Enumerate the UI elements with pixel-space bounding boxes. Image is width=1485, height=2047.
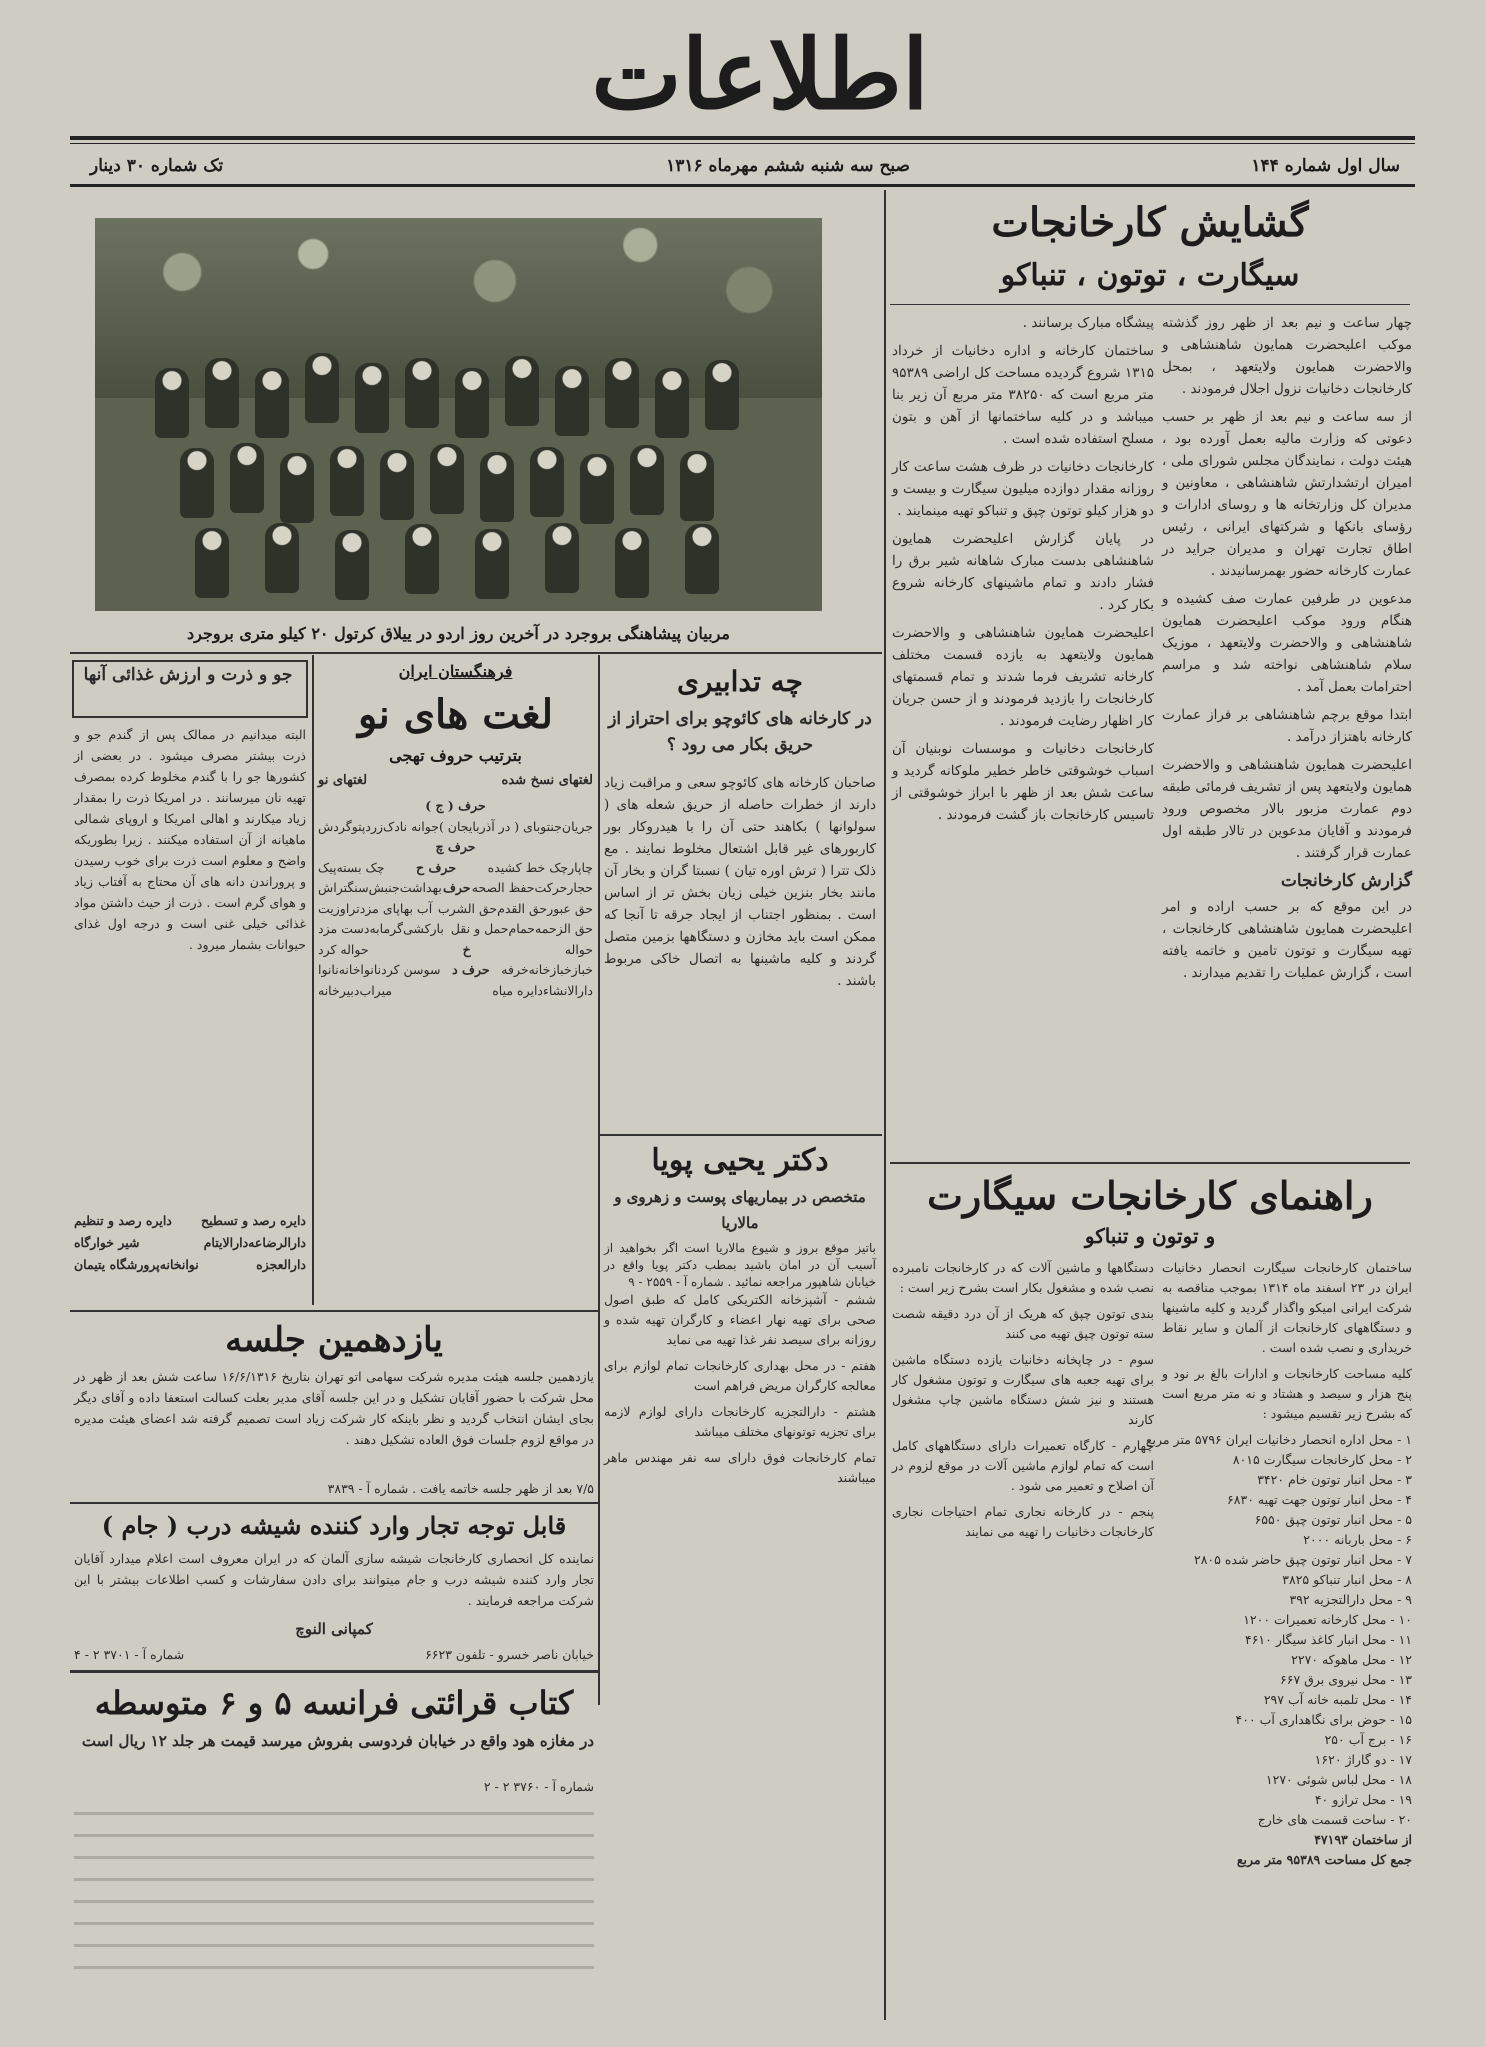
glass-company: کمپانی النوچ [295, 1620, 373, 1638]
doctor-body: باتیز موقع بروز و شیوع مالاریا است اگر بخواهید از آسیب آن در امان باشید بمطب دکتر پویا واقع در خیابان شاهپور مراجعه نمائید . شماره آ - ۲۵۵۹ - ۹ [604, 1241, 876, 1289]
words-subheadline: بترتیب حروف تهجی [389, 746, 522, 765]
photo-figure [335, 530, 369, 600]
area-row: ۱۲ - محل ماهوکه ۲۲۷۰ [1291, 1652, 1412, 1667]
area-subtotal: از ساختمان ۴۷۱۹۳ [1314, 1832, 1412, 1847]
machines-paragraph: بندی توتون چپق که هریک از آن درد دقیقه شصت سته توتون چپق تهیه می کنند [892, 1306, 1154, 1341]
photo-figure [615, 528, 649, 598]
words-section: حرف چ [435, 839, 476, 854]
new-word: گردش [318, 818, 352, 834]
lead-paragraph: ساختمان کارخانه و اداره دخانیات از خرداد ۱۳۱۵ شروع گردیده مساحت کل اراضی ۹۵۳۸۹ متر مربع است که ۳۸۲۵۰ متر مربع آن زیر بنا میباشد و در کلیه ساختمانها از آهن و بتون مسلح استفاده شده است . [892, 343, 1155, 447]
faded-text-area [74, 1812, 594, 2012]
new-word: جنبش [368, 880, 400, 895]
photo-figure [355, 363, 389, 433]
cigarette-subheadline: و توتون و تنباکو [1084, 1224, 1216, 1248]
words-section: حرف خ [442, 880, 471, 957]
new-word: نادک [383, 818, 408, 834]
old-word: حرکت [534, 880, 568, 895]
book-headline: کتاب قرائتی فرانسه ۵ و ۶ متوسطه [94, 1684, 574, 1722]
area-row: ۱۳ - محل نیروی برق ۶۶۷ [1280, 1672, 1412, 1687]
words-column-headers [318, 770, 593, 794]
column-divider-2 [598, 655, 600, 1705]
issue-price: تک شماره ۳۰ دینار [90, 156, 224, 176]
area-row: ۱۷ - دو گاراژ ۱۶۲۰ [1314, 1752, 1412, 1767]
new-word: زردپتو [351, 818, 384, 834]
new-word: شیر خوارگاه [74, 1235, 140, 1250]
new-word: سوسن کرد [381, 962, 441, 977]
machines-paragraph: پنجم - در کارخانه نجاری تمام احتیاجات نجاری کارخانجات دخانیات را تهیه می نمایند [892, 1504, 1154, 1539]
photo-figure [475, 529, 509, 599]
meeting-body: یازدهمین جلسه هیئت مدیره شرکت سهامی اتو تهران بتاریخ ۱۶/۶/۱۳۱۶ ساعت شش بعد از ظهر در محل شرکت با حضور آقایان تشکیل و در این جلسه آقای مدیر بعلت کسالت استعفا داده و آقای دیگر بجای ایشان انتخاب گردید و نظر باینکه کار شرکت زیاد است تصمیم گرفته شد اعضای هیئت مدیره در مواقع لزوم جلسات فوق العاده تشکیل دهند . [74, 1369, 594, 1447]
area-row: ۳ - محل انبار توتون خام ۳۴۲۰ [1257, 1472, 1412, 1487]
area-row: ۱۰ - محل کارخانه تعمیرات ۱۲۰۰ [1243, 1612, 1412, 1627]
old-word: دارالرضاعه [248, 1235, 306, 1250]
masthead-rule-top [70, 136, 1415, 140]
old-word: جوانه [411, 818, 439, 834]
lead-paragraph: ابتدا موقع برچم شاهنشاهی بر فراز عمارت کارخانه باهتزاز درآمد . [1162, 707, 1412, 745]
photo-figure [555, 366, 589, 436]
dateline-rule [70, 184, 1415, 187]
area-row: ۱۵ - حوض برای نگاهداری آب ۴۰۰ [1235, 1712, 1412, 1727]
glass-footer [74, 1644, 594, 1666]
book-ref: شماره آ - ۳۷۶۰ ۲ - ۲ [483, 1779, 594, 1794]
area-row: ۲۰ - ساحت قسمت های خارج [1257, 1812, 1412, 1827]
old-word: حق الشرب [437, 900, 498, 916]
photo-figure [155, 368, 189, 438]
new-word: نوانخانه [159, 1257, 199, 1272]
section-rule [890, 1162, 1410, 1164]
lead-paragraph: اعلیحضرت همایون شاهنشاهی و والاحضرت همایون ولایتعهد پس از تشریف فرمائی طبقه دوم عمارت مزبور بالار مخصوص ورود فرمودند و آقایان مدعوین در تالار طبقه اول عمارت قرار گرفتند . [1162, 757, 1412, 861]
sidebar-headline: جو و ذرت و ارزش غذائی آنها [83, 665, 293, 685]
photo-figure [255, 368, 289, 438]
sidebar-body: البته میدانیم در ممالک پس از گندم جو و ذرت بیشتر مصرف میشود . در بعضی از کشورها جو را با گندم مخلوط کرده بمصرف تهیه نان میرسانند . در امریکا ذرت را بمقدار زیاد میکارند و اهالی امریکا و اروپای شمالی ماهیانه از آن استفاده میکنند . زیرا بطوریکه واضح و معلوم است ذرت برای خوب رسیدن و پروراندن دانه های آن محتاج به آفتاب زیاد و هوای گرم است . ذرت از حیث داشتن مواد غذائی خیلی غنی است و درجه اول غذای حیوانات بشمار میرود . [74, 727, 306, 952]
issue-number: سال اول شماره ۱۴۴ [1251, 156, 1400, 176]
new-word: بهداشت [399, 880, 442, 895]
cigarette-paragraph: ساختمان کارخانجات سیگارت انحصار دخانیات ایران در ۲۳ اسفند ماه ۱۳۱۴ بموجب مناقصه به شرکت ایرانی امیکو واگذار گردید و کلیه ماشینها و دستگاههای کارخانجات از آلمان و سایر نقاط خریداری و نصب شده است . [1162, 1260, 1412, 1355]
lead-paragraph: کارخانجات دخانیات و موسسات نوبنیان آن اسباب خوشوقتی خاطر خطیر ملوکانه گردید و ساعت شش بعد از ظهر با ابراز خوشوقتی از تاسیس کارخانجات باز گشت فرمودند . [892, 741, 1154, 823]
section-rule [70, 1310, 598, 1312]
old-word: خبازخانه [528, 962, 572, 977]
photo-rule [70, 652, 882, 654]
rubber-headline: چه تدابیری [677, 665, 803, 698]
area-total: جمع کل مساحت ۹۵۳۸۹ متر مربع [1236, 1852, 1412, 1867]
lead-column-left [892, 312, 1154, 1272]
new-word: میراب [359, 982, 393, 998]
area-row: ۲ - محل کارخانجات سیگارت ۸۰۱۵ [1232, 1452, 1412, 1467]
area-row: ۸ - محل انبار تنباکو ۳۸۲۵ [1282, 1572, 1412, 1587]
old-word: حق عبور [547, 900, 593, 916]
area-row: ۹ - محل دارالتجزیه ۳۹۲ [1289, 1592, 1412, 1607]
machines-paragraph: هفتم - در محل بهداری کارخانجات تمام لوازم برای معالجه کارگران مریض فراهم است [604, 1358, 876, 1393]
photo-figure [455, 368, 489, 438]
words-section: حرف ( ج ) [425, 798, 486, 813]
old-word: جریان [561, 818, 593, 834]
old-word: دارالعجزه [256, 1257, 306, 1272]
old-word: حمل و نقل [450, 921, 509, 936]
lead-subsection: گزارش کارخانجات [1280, 871, 1412, 891]
photo-figure [195, 528, 229, 598]
photo-figure [685, 524, 719, 594]
old-word: حفظ الصحه [471, 880, 535, 895]
old-word: چک خط کشیده [487, 859, 569, 875]
new-word: پرورشگاه یتیمان [74, 1257, 160, 1272]
lead-paragraph: در پایان گزارش اعلیحضرت همایون شاهنشاهی بدست مبارک شاهانه شیر برق را فشار دادند و تمام ماشینهای کارخانه شروع بکار کرد . [892, 531, 1154, 613]
new-word: تراوزیت [318, 900, 360, 916]
new-word: چک بسته [336, 859, 385, 875]
words-old-header: لغتهای نسخ شده [501, 773, 593, 788]
cigarette-column-left [892, 1258, 1154, 2028]
photo-figure [530, 447, 564, 517]
dateline [90, 152, 1400, 182]
rubber-subheadline: در کارخانه های کائوچو برای احتراز از حریق بکار می رود ؟ [608, 709, 872, 755]
column-divider-3 [312, 655, 314, 1305]
photo-figure [280, 453, 314, 523]
old-word: جنتوبای ( در آذربایجان ) [438, 818, 562, 834]
new-word: آب بها [399, 900, 433, 916]
machines-paragraph: تمام کارخانجات فوق دارای سه نفر مهندس ماهر میباشند [604, 1450, 876, 1485]
photo-figure [405, 524, 439, 594]
photo-figure [330, 446, 364, 516]
photo-figure [305, 353, 339, 423]
photo-figure [430, 444, 464, 514]
lead-paragraph: پیشگاه مبارک برسانند . [1022, 315, 1154, 331]
cigarette-column-right [1145, 1258, 1412, 2028]
section-rule [70, 1670, 598, 1673]
photo-figure [265, 523, 299, 593]
area-row: ۱ - محل اداره انحصار دخانیات ایران ۵۷۹۶ متر مربع [1145, 1432, 1412, 1447]
photo-figure [205, 358, 239, 428]
photo-figure [480, 452, 514, 522]
old-word: حمام [508, 921, 536, 936]
masthead-title: اطلاعات [591, 18, 929, 131]
photo-figure [405, 358, 439, 428]
words-new-header: لغتهای نو [318, 773, 368, 788]
machines-paragraph: هشتم - دارالتجزیه کارخانجات دارای لوازم لازمه برای تجزیه توتونهای مختلف میباشد [604, 1404, 876, 1439]
issue-date: صبح سه شنبه ششم مهرماه ۱۳۱۶ [666, 156, 910, 176]
area-table [1145, 1430, 1412, 1870]
column-divider-main [884, 190, 886, 2020]
cigarette-paragraph: کلیه مساحت کارخانجات و ادارات بالغ بر نود و پنج هزار و سیصد و هشتاد و نه متر مربع است که بشرح زیر تقسیم میشود : [1162, 1366, 1412, 1421]
words-table [318, 796, 593, 1306]
doctor-headline: دکتر یحیی پویا [651, 1143, 829, 1178]
photo-figure [580, 454, 614, 524]
photo-figure [230, 443, 264, 513]
photo-figure [180, 448, 214, 518]
doctor-subheadline: متخصص در بیماریهای پوست و زهروی و مالاریا [614, 1188, 866, 1232]
old-word: حواله [564, 941, 593, 957]
old-word: دایره رصد و تسطیح [201, 1213, 306, 1228]
machines-column [604, 1290, 876, 2020]
lead-paragraph: از سه ساعت و نیم بعد از ظهر بر حسب دعوتی که وزارت مالیه بعمل آورده بود ، هیئت دولت ، نمایندگان مجلس شورای ملی ، امیران ارتشدارتش شاهنشاهی ، معاونین و مدیران کل وزارتخانه ها و روسای ادارات و رؤسای بانکها و شرکتهای ایرانی ، رئیس اطاق تجارت تهران و مدیران جراید در عمارت کارخانه حضور بهمرسانیدند . [1162, 409, 1412, 579]
meeting-footer: ۷/۵ بعد از ظهر جلسه خاتمه یافت . شماره آ - ۳۸۳۹ [327, 1481, 594, 1496]
new-word: بارکشی [403, 921, 444, 936]
area-row: ۱۹ - محل ترازو ۴۰ [1314, 1792, 1412, 1807]
words-headline: لغت های نو [358, 691, 553, 738]
cigarette-paragraph: دستگاهها و ماشین آلات که در کارخانجات نامبرده نصب شده و مشغول بکار است بشرح زیر است : [892, 1260, 1154, 1295]
lead-paragraph: اعلیحضرت همایون شاهنشاهی و والاحضرت همایون ولایتعهد به یازده قسمت مختلف کارخانه تشریف فرما شدند و تمام قسمتهای کارخانجات را بازدید فرمودند و از حسن جریان کار اظهار رضایت فرمودند . [892, 625, 1154, 729]
machines-paragraph: سوم - در چاپخانه دخانیات یازده دستگاه ماشین برای تهیه جعبه های سیگارت و توتون مشغول کار هستند و نیز شش دستگاه ماشین چاپ مشغول کارند [892, 1352, 1154, 1427]
lead-column-right [1162, 312, 1412, 1272]
new-word: سنگتراش [318, 880, 369, 895]
lead-paragraph: مدعوین در طرفین عمارت صف کشیده و هنگام ورود موکب اعلیحضرت همایون شاهنشاهی و والاحضرت ولایتعهد ، موزیک سلام شاهنشاهی نواخته شد و مراسم احترامات بعمل آمد . [1162, 591, 1412, 695]
old-word: خباز [571, 962, 593, 977]
area-row: ۱۴ - محل تلمبه خانه آب ۲۹۷ [1263, 1692, 1412, 1707]
lead-paragraph: کارخانجات دخانیات در ظرف هشت ساعت کار روزانه مقدار دوازده میلیون سیگارت و بیست و دو هزار کیلو توتون چپق و تنباکو تهیه مینمایند . [892, 459, 1154, 519]
new-word: دبیرخانه [318, 982, 360, 998]
machines-paragraph: ششم - آشپزخانه الکتریکی کامل که طبق اصول صحی برای تهیه نهار اعضاء و کارگران تهیه شده و روزانه برای سیصد نفر غذا تهیه می نماید [604, 1292, 876, 1347]
area-row: ۱۸ - محل لباس شوئی ۱۲۷۰ [1265, 1772, 1412, 1787]
lead-rule [890, 304, 1410, 305]
area-row: ۷ - محل انبار توتون چپق حاضر شده ۲۸۰۵ [1194, 1552, 1412, 1567]
scouts-photo [95, 218, 822, 611]
old-word: دارالانشاء [543, 982, 593, 998]
cigarette-headline: راهنمای کارخانجات سیگارت [927, 1173, 1373, 1218]
old-word: دایره میاه [492, 982, 543, 998]
glass-headline: قابل توجه تجار وارد کننده شیشه درب ( جام ) [101, 1511, 567, 1540]
photo-figure [630, 445, 664, 515]
meeting-headline: یازدهمین جلسه [225, 1320, 443, 1360]
area-row: ۱۱ - محل انبار کاغذ سیگار ۴۶۱۰ [1244, 1632, 1412, 1647]
new-word: نانواخانه [338, 962, 382, 977]
lead-intro: چهار ساعت و نیم بعد از ظهر روز گذشته موکب اعلیحضرت همایون شاهنشاهی و والاحضرت همایون ولایتعهد ، بمحل کارخانجات دخانیات نزول اجلال فرمودند . [1162, 315, 1412, 397]
new-word: حواله کرد [318, 941, 369, 957]
lead-paragraph: در این موقع که بر حسب اراده و امر اعلیحضرت همایون شاهنشاهی کارخانجات ، تهیه سیگارت و توتون تامین و خاتمه یافته است ، گزارش عملیات را تقدیم میدارند . [1162, 899, 1412, 981]
photo-figure [705, 360, 739, 430]
new-word: پیک [318, 859, 337, 875]
photo-figure [380, 450, 414, 520]
rubber-body: صاحبان کارخانه های کائوچو سعی و مراقبت زیاد دارند از خطرات حاصله از حریق شعله های ( سولوانها ) بکاهند حتی آن را با هیدروکار بور کاربورهای غیر قابل اشتعال مخلوط نمایند . مع ذلک تترا ( ترش اوره تیان ) نسبتا گران و بخار آن مانند بخار بنزین خیلی زیان بخش تر از اساس است . بمنظور اجتناب از ایجاد جرقه تا آنجا که ممکن است باید مخازن و دستگاهها بزمین متصل گردند و کلیه ماشینها به اتصال خاکی مربوط باشند . [604, 775, 876, 989]
photo-figure [655, 368, 689, 438]
section-rule [70, 1502, 598, 1504]
section-rule [600, 1134, 882, 1136]
new-word: پای مزد [359, 900, 400, 916]
area-row: ۶ - محل باربانه ۲۰۰۰ [1303, 1532, 1412, 1547]
old-word: حق الزحمه [535, 921, 593, 936]
glass-address: خیابان ناصر خسرو - تلفون ۶۶۲۳ [425, 1647, 594, 1662]
words-section: حرف ح [416, 859, 457, 875]
photo-figure [605, 358, 639, 428]
photo-figure [680, 451, 714, 521]
area-row: ۱۶ - برج آب ۲۵۰ [1324, 1732, 1412, 1747]
area-row: ۵ - محل انبار توتون چپق ۶۵۵۰ [1254, 1512, 1412, 1527]
old-word: حق القدم [497, 900, 548, 916]
area-row: ۴ - محل انبار توتون جهت تهیه ۶۸۳۰ [1227, 1492, 1412, 1507]
old-word: چاپار [568, 859, 593, 875]
old-word: خرفه [501, 962, 529, 977]
lead-subheadline: سیگارت ، توتون ، تنباکو [1000, 258, 1300, 293]
new-word: دست مزد [318, 921, 370, 936]
glass-body: نماینده کل انحصاری کارخانجات شیشه سازی آلمان که در ایران معروف است اعلام میدارد آقایان تجار وارد کننده شیشه درب و جام میتوانند برای دادن سفارشات و کسب اطلاعات بیشتر با این شرکت مراجعه فرمایند . [74, 1551, 594, 1608]
new-word: دایره رصد و تنظیم [74, 1213, 172, 1228]
old-word: حجار [567, 880, 593, 895]
glass-ref: شماره آ - ۳۷۰۱ ۲ - ۴ [74, 1647, 185, 1662]
words-section: حرف د [452, 962, 490, 977]
words-kicker: فرهنگستان ایران [398, 662, 513, 681]
book-body: در مغازه هود واقع در خیابان فردوسی بفروش میرسد قیمت هر جلد ۱۲ ریال است [81, 1732, 594, 1750]
new-word: گرمابه [369, 921, 403, 936]
photo-figure [545, 523, 579, 593]
sidebar-table [74, 1210, 306, 1305]
lead-headline: گشایش کارخانجات [991, 199, 1309, 246]
new-word: نانوا [318, 962, 339, 977]
old-word: دارالایتام [203, 1235, 249, 1250]
machines-paragraph: چهارم - کارگاه تعمیرات دارای دستگاههای کامل است که تمام لوازم ماشین آلات در موقع لزوم در آن اصلاح و تعمیر می شود . [892, 1438, 1154, 1493]
photo-figure [505, 356, 539, 426]
masthead-rule-thin [70, 143, 1415, 144]
photo-caption: مربیان پیشاهنگی بروجرد در آخرین روز اردو در ییلاق کرتول ۲۰ کیلو متری بروجرد [187, 624, 730, 643]
